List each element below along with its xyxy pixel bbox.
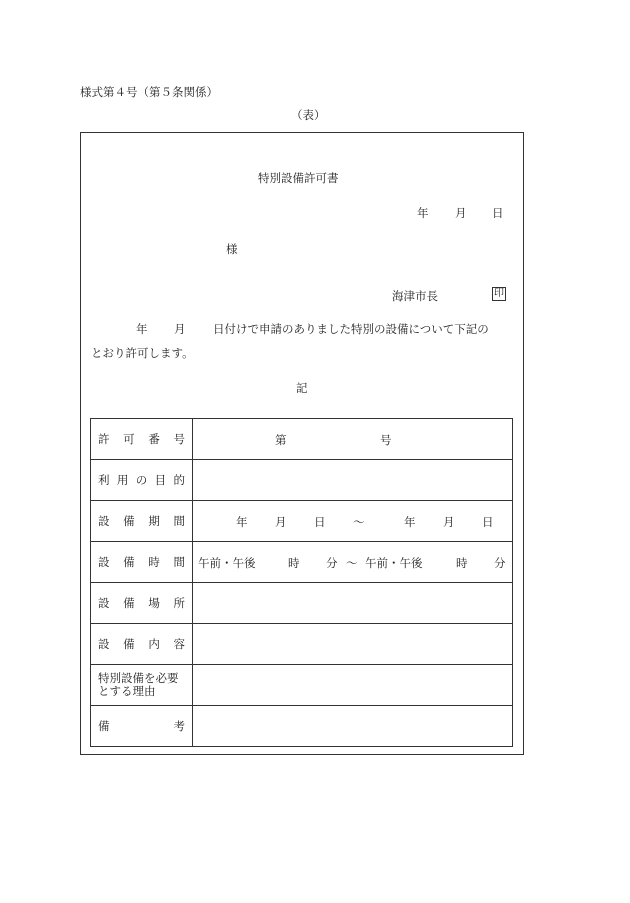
label-permit-number: 許 可 番 号 <box>98 432 185 446</box>
label-place: 設 備 場 所 <box>98 596 185 610</box>
table-row-place <box>91 583 513 624</box>
label-content: 設 備 内 容 <box>98 637 185 651</box>
time-start-min: 分 <box>326 556 338 570</box>
period-separator: 〜 <box>353 515 365 529</box>
period-end-month: 月 <box>443 515 455 529</box>
issue-day-unit: 日 <box>492 206 504 220</box>
time-end-min: 分 <box>494 556 506 570</box>
permit-number-suffix: 号 <box>380 433 392 447</box>
issue-month-unit: 月 <box>455 206 467 220</box>
label-remarks: 備 考 <box>98 719 185 733</box>
body-year-unit: 年 <box>136 322 148 336</box>
value-purpose[interactable] <box>193 460 513 501</box>
period-start-year: 年 <box>236 515 248 529</box>
period-end-year: 年 <box>404 515 416 529</box>
label-purpose: 利 用 の 目 的 <box>98 473 185 487</box>
value-content[interactable] <box>193 624 513 665</box>
time-end-ampm: 午前・午後 <box>365 556 423 570</box>
table-row-content <box>91 624 513 665</box>
time-end-hour: 時 <box>456 556 468 570</box>
label-period: 設 備 期 間 <box>98 514 185 528</box>
issuer-name: 海津市長 <box>392 289 438 303</box>
label-reason: 特別設備を必要 とする理由 <box>98 671 179 698</box>
label-time: 設 備 時 間 <box>98 555 185 569</box>
seal-mark: 印 <box>494 288 504 299</box>
table-row-permit-number <box>91 419 513 460</box>
time-separator: 〜 <box>346 556 358 570</box>
table-row-remarks <box>91 706 513 747</box>
value-permit-number[interactable] <box>193 419 513 460</box>
time-start-hour: 時 <box>288 556 300 570</box>
period-start-month: 月 <box>275 515 287 529</box>
period-start-day: 日 <box>314 515 326 529</box>
value-period[interactable] <box>193 501 513 542</box>
body-text-line1 <box>100 321 520 337</box>
body-text: 日付けで申請のありました特別の設備について下記の <box>213 322 489 336</box>
table-row-time <box>91 542 513 583</box>
permit-number-prefix: 第 <box>275 433 287 447</box>
value-place[interactable] <box>193 583 513 624</box>
value-time[interactable] <box>193 542 513 583</box>
body-text-line2: とおり許可します。 <box>91 346 194 360</box>
table-row-period <box>91 501 513 542</box>
period-end-day: 日 <box>482 515 494 529</box>
document-title: 特別設備許可書 <box>258 171 339 185</box>
value-reason[interactable] <box>193 665 513 706</box>
time-start-ampm: 午前・午後 <box>198 556 256 570</box>
body-month-unit: 月 <box>174 322 186 336</box>
side-label: （表） <box>291 108 326 122</box>
ki-heading: 記 <box>296 381 308 395</box>
table-row-purpose <box>91 460 513 501</box>
permit-table <box>90 418 513 747</box>
addressee-suffix: 様 <box>226 242 238 256</box>
form-number: 様式第４号（第５条関係） <box>80 85 218 99</box>
issue-year-unit: 年 <box>417 206 429 220</box>
value-remarks[interactable] <box>193 706 513 747</box>
table-row-reason <box>91 665 513 706</box>
